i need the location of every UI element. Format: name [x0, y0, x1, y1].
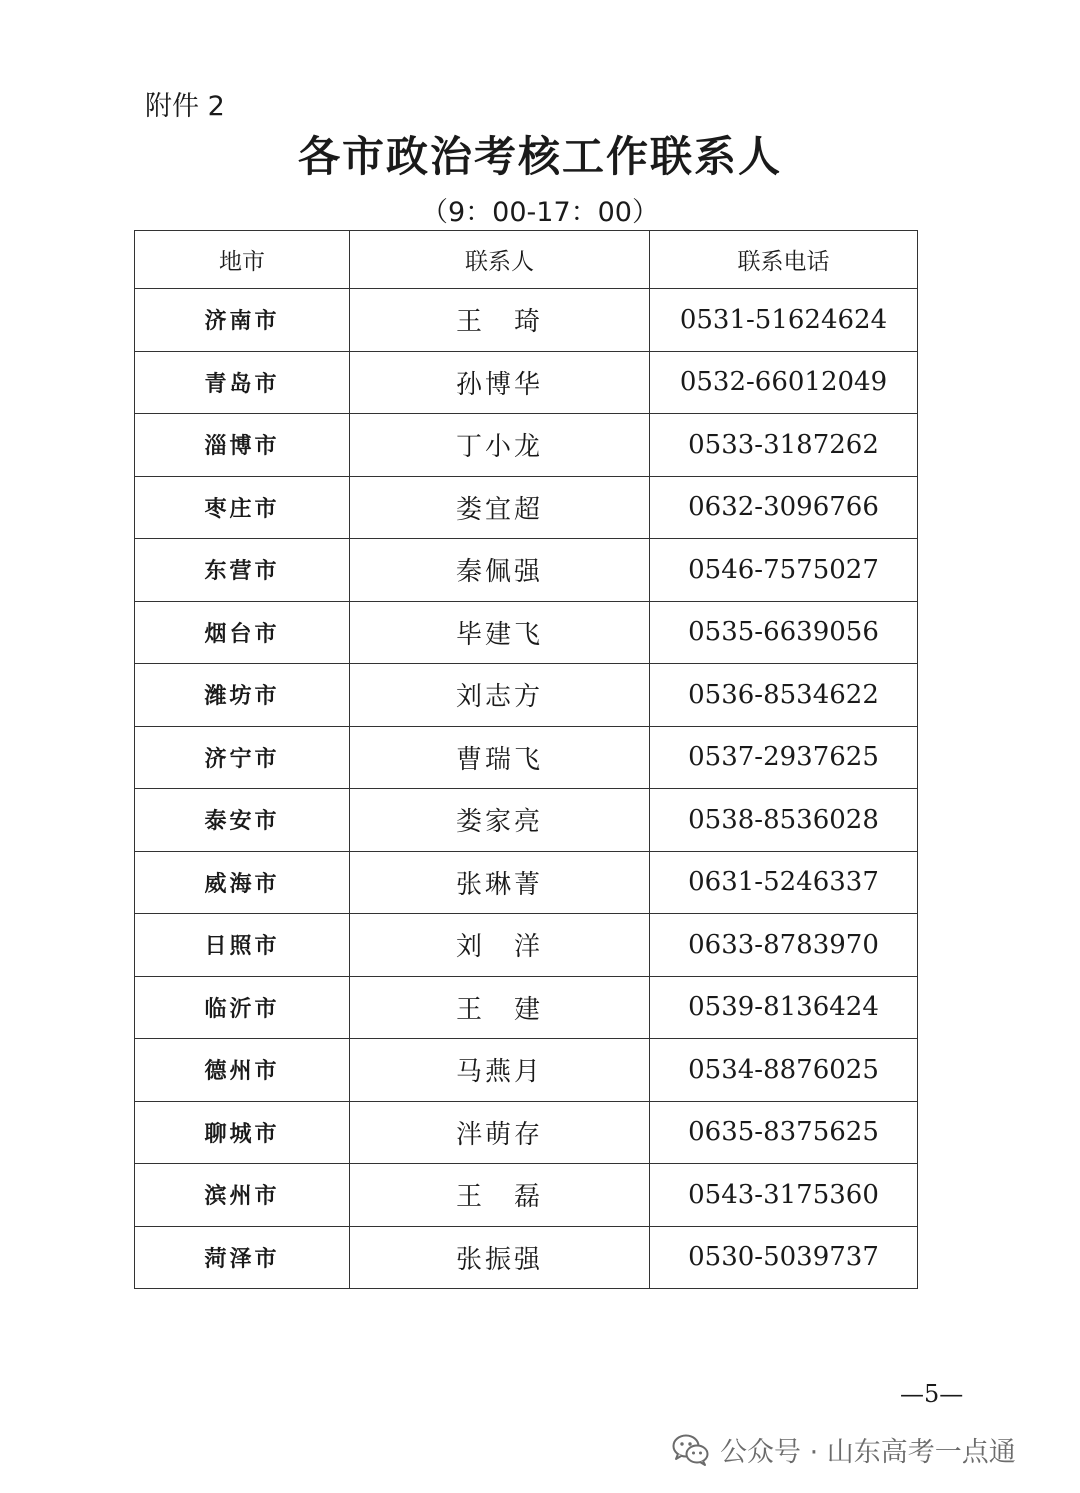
- city-cell: 菏泽市: [135, 1226, 350, 1289]
- table-row: [135, 539, 918, 602]
- phone-cell: 0535-6639056: [650, 601, 918, 664]
- contact-cell: 张振强: [350, 1226, 650, 1289]
- contacts-table: [134, 230, 918, 1289]
- contact-cell: 刘 洋: [350, 914, 650, 977]
- contact-cell: 王 建: [350, 976, 650, 1039]
- phone-cell: 0539-8136424: [650, 976, 918, 1039]
- city-cell: 德州市: [135, 1039, 350, 1102]
- city-cell: 青岛市: [135, 351, 350, 414]
- watermark: [672, 1430, 1016, 1469]
- contact-cell: 娄家亮: [350, 789, 650, 852]
- header-phone: 联系电话: [650, 231, 918, 289]
- table-row: [135, 664, 918, 727]
- table-row: [135, 1226, 918, 1289]
- city-cell: 潍坊市: [135, 664, 350, 727]
- table-row: [135, 289, 918, 352]
- phone-cell: 0632-3096766: [650, 476, 918, 539]
- city-cell: 日照市: [135, 914, 350, 977]
- city-cell: 济宁市: [135, 726, 350, 789]
- header-contact: 联系人: [350, 231, 650, 289]
- table-row: [135, 976, 918, 1039]
- table-row: [135, 601, 918, 664]
- office-hours: （9：00-17：00）: [421, 197, 659, 228]
- table-row: [135, 1101, 918, 1164]
- page-number: —5—: [900, 1380, 964, 1408]
- contact-cell: 娄宜超: [350, 476, 650, 539]
- phone-cell: 0543-3175360: [650, 1164, 918, 1227]
- wechat-icon: [672, 1433, 710, 1467]
- city-cell: 济南市: [135, 289, 350, 352]
- city-cell: 淄博市: [135, 414, 350, 477]
- contact-cell: 孙博华: [350, 351, 650, 414]
- contact-cell: 张琳菁: [350, 851, 650, 914]
- table-row: [135, 851, 918, 914]
- contact-cell: 秦佩强: [350, 539, 650, 602]
- phone-cell: 0635-8375625: [650, 1101, 918, 1164]
- phone-cell: 0530-5039737: [650, 1226, 918, 1289]
- city-cell: 泰安市: [135, 789, 350, 852]
- phone-cell: 0533-3187262: [650, 414, 918, 477]
- phone-cell: 0538-8536028: [650, 789, 918, 852]
- table-row: [135, 1039, 918, 1102]
- city-cell: 东营市: [135, 539, 350, 602]
- table-row: [135, 414, 918, 477]
- table-row: [135, 726, 918, 789]
- table-row: [135, 789, 918, 852]
- table-row: [135, 1164, 918, 1227]
- contact-cell: 马燕月: [350, 1039, 650, 1102]
- table-row: [135, 351, 918, 414]
- phone-cell: 0534-8876025: [650, 1039, 918, 1102]
- contact-cell: 曹瑞飞: [350, 726, 650, 789]
- table-header-row: [135, 231, 918, 289]
- city-cell: 聊城市: [135, 1101, 350, 1164]
- contact-cell: 王 琦: [350, 289, 650, 352]
- watermark-text: 公众号 · 山东高考一点通: [720, 1437, 1016, 1468]
- city-cell: 威海市: [135, 851, 350, 914]
- contact-cell: 毕建飞: [350, 601, 650, 664]
- table-row: [135, 914, 918, 977]
- phone-cell: 0546-7575027: [650, 539, 918, 602]
- phone-cell: 0536-8534622: [650, 664, 918, 727]
- city-cell: 临沂市: [135, 976, 350, 1039]
- phone-cell: 0537-2937625: [650, 726, 918, 789]
- table-row: [135, 476, 918, 539]
- phone-cell: 0532-66012049: [650, 351, 918, 414]
- city-cell: 烟台市: [135, 601, 350, 664]
- city-cell: 枣庄市: [135, 476, 350, 539]
- header-city: 地市: [135, 231, 350, 289]
- page-title: 各市政治考核工作联系人: [297, 132, 782, 181]
- city-cell: 滨州市: [135, 1164, 350, 1227]
- attachment-label: 附件 2: [145, 91, 225, 122]
- phone-cell: 0531-51624624: [650, 289, 918, 352]
- phone-cell: 0631-5246337: [650, 851, 918, 914]
- phone-cell: 0633-8783970: [650, 914, 918, 977]
- contact-cell: 丁小龙: [350, 414, 650, 477]
- contact-cell: 刘志方: [350, 664, 650, 727]
- contact-cell: 王 磊: [350, 1164, 650, 1227]
- contact-cell: 泮萌存: [350, 1101, 650, 1164]
